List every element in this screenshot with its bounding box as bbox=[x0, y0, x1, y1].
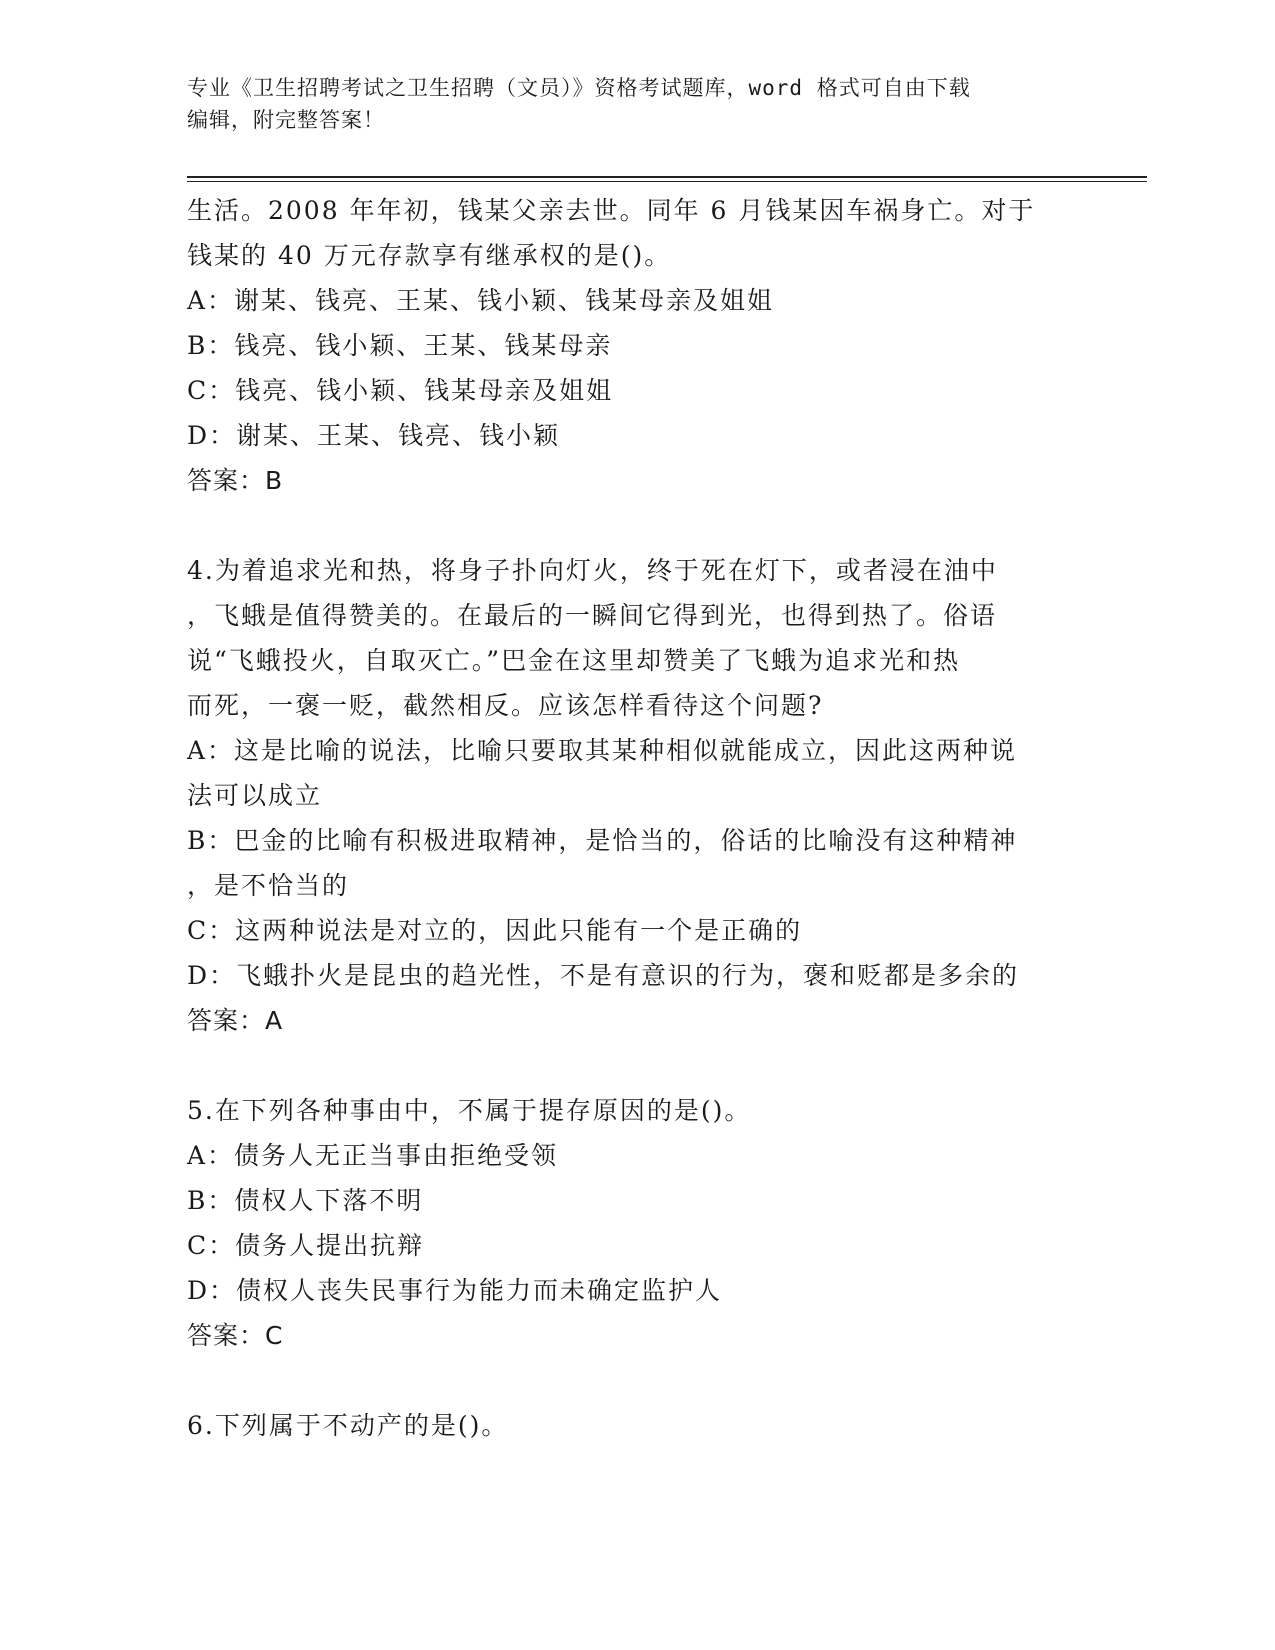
q3-option-b: B：钱亮、钱小颖、王某、钱某母亲 bbox=[187, 331, 613, 360]
spacer bbox=[187, 1043, 1087, 1088]
q4-stem-line-3: 说“飞蛾投火，自取灭亡。”巴金在这里却赞美了飞蛾为追求光和热 bbox=[187, 646, 961, 675]
spacer bbox=[187, 503, 1087, 548]
q3-option-a: A：谢某、钱亮、王某、钱小颖、钱某母亲及姐姐 bbox=[187, 286, 775, 315]
q5-option-b: B：债权人下落不明 bbox=[187, 1186, 424, 1215]
q5-option-c: C：债务人提出抗辩 bbox=[187, 1231, 425, 1260]
header-rule-thick bbox=[187, 176, 1147, 178]
q4-option-b-line-2: ，是不恰当的 bbox=[187, 871, 350, 900]
q4-stem-line-2: ，飞蛾是值得赞美的。在最后的一瞬间它得到光，也得到热了。俗语 bbox=[187, 601, 998, 630]
q4-answer: 答案：A bbox=[187, 1006, 284, 1035]
q3-option-d: D：谢某、王某、钱亮、钱小颖 bbox=[187, 421, 561, 450]
q4-option-c: C：这两种说法是对立的，因此只能有一个是正确的 bbox=[187, 916, 803, 945]
document-header bbox=[187, 72, 1067, 136]
q3-option-c: C：钱亮、钱小颖、钱某母亲及姐姐 bbox=[187, 376, 614, 405]
q5-stem: 5.在下列各种事由中，不属于提存原因的是()。 bbox=[187, 1096, 752, 1125]
q3-answer: 答案：B bbox=[187, 466, 284, 495]
q5-option-a: A：债务人无正当事由拒绝受领 bbox=[187, 1141, 559, 1170]
header-rule-thin bbox=[187, 181, 1147, 182]
header-line-1: 专业《卫生招聘考试之卫生招聘（文员）》资格考试题库，word 格式可自由下载 bbox=[187, 76, 971, 100]
q5-option-d: D：债权人丧失民事行为能力而未确定监护人 bbox=[187, 1276, 723, 1305]
q6-stem: 6.下列属于不动产的是()。 bbox=[187, 1411, 509, 1440]
q3-stem-line-1: 生活。2008 年年初，钱某父亲去世。同年 6 月钱某因车祸身亡。对于 bbox=[187, 196, 1036, 225]
q5-answer: 答案：C bbox=[187, 1321, 284, 1350]
q3-stem-line-2: 钱某的 40 万元存款享有继承权的是()。 bbox=[187, 241, 672, 270]
q4-stem-line-4: 而死，一褒一贬，截然相反。应该怎样看待这个问题? bbox=[187, 691, 824, 720]
question-body bbox=[187, 188, 1087, 1448]
q4-option-a-line-2: 法可以成立 bbox=[187, 781, 323, 810]
q4-option-b-line-1: B：巴金的比喻有积极进取精神，是恰当的，俗话的比喻没有这种精神 bbox=[187, 826, 1018, 855]
spacer bbox=[187, 1358, 1087, 1403]
header-line-2: 编辑，附完整答案！ bbox=[187, 108, 385, 132]
q4-stem-line-1: 4.为着追求光和热，将身子扑向灯火，终于死在灯下，或者浸在油中 bbox=[187, 556, 998, 585]
q4-option-a-line-1: A：这是比喻的说法，比喻只要取其某种相似就能成立，因此这两种说 bbox=[187, 736, 1018, 765]
q4-option-d: D：飞蛾扑火是昆虫的趋光性，不是有意识的行为，褒和贬都是多余的 bbox=[187, 961, 1020, 990]
